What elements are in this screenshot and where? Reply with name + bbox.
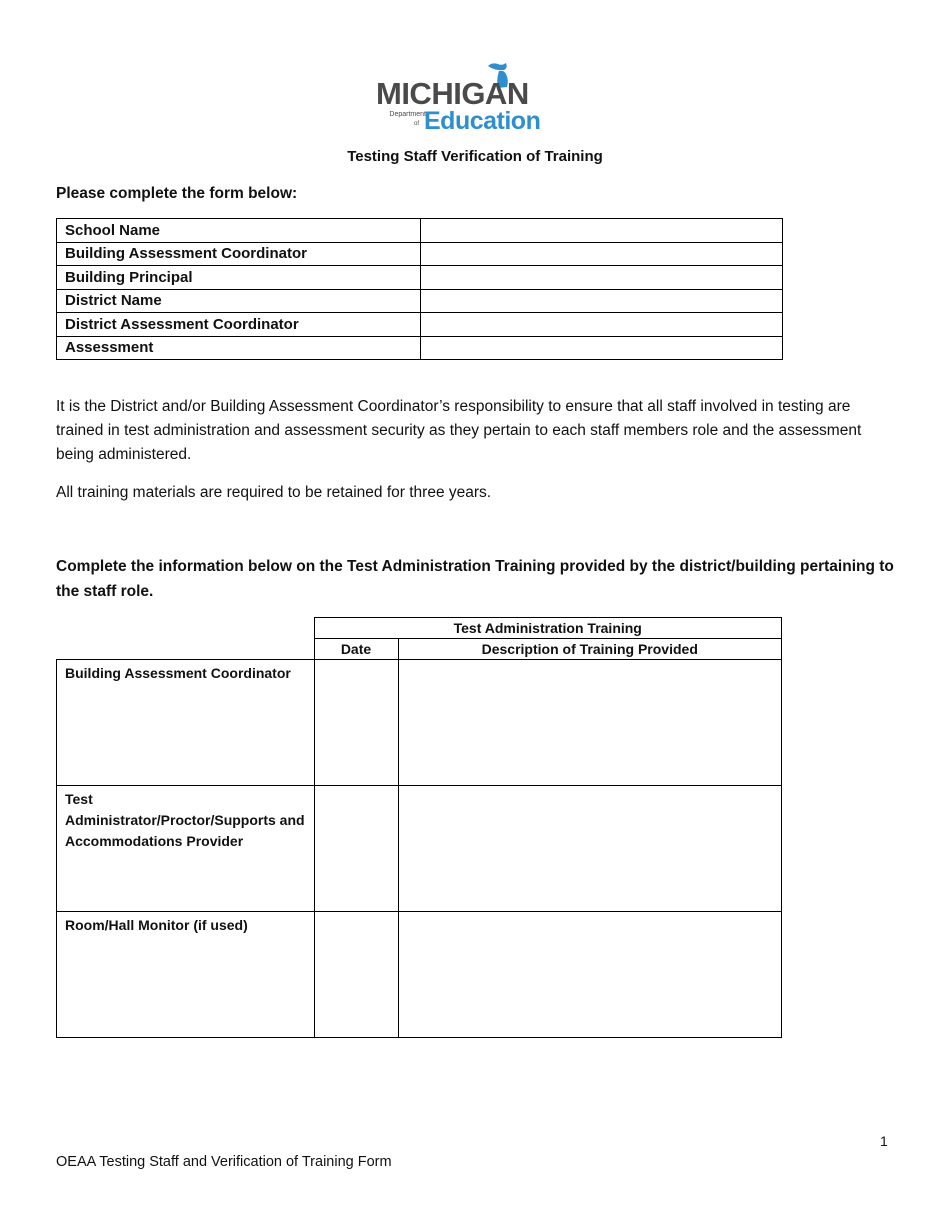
training-instruction: Complete the information below on the Test Administration Training provided by the district/building pertaining to the staff role. <box>56 558 894 600</box>
info-label: District Assessment Coordinator <box>57 313 421 337</box>
staff-role-label: Building Assessment Coordinator <box>57 660 315 786</box>
info-label: School Name <box>57 219 421 243</box>
test-admin-training-header: Test Administration Training <box>314 618 782 639</box>
logo-department-text: Department <box>389 111 426 118</box>
info-row <box>57 266 783 290</box>
training-description-field[interactable] <box>398 786 782 912</box>
info-value-field[interactable] <box>421 266 783 290</box>
info-label: District Name <box>57 289 421 313</box>
info-value-field[interactable] <box>421 336 783 360</box>
info-row <box>57 336 783 360</box>
training-date-field[interactable] <box>314 786 398 912</box>
training-description-field[interactable] <box>398 912 782 1038</box>
info-row <box>57 313 783 337</box>
info-label: Building Assessment Coordinator <box>57 242 421 266</box>
info-label: Building Principal <box>57 266 421 290</box>
logo-michigan-text: MICHIGAN <box>376 76 529 111</box>
responsibility-paragraph: It is the District and/or Building Assessment Coordinator’s responsibility to ensure that all staff involved in testing are trained in test administration and assessment security as they pertain to each staff members role and the assessment being administered. <box>56 398 862 463</box>
info-value-field[interactable] <box>421 313 783 337</box>
date-header: Date <box>314 639 398 660</box>
school-info-table <box>56 218 783 360</box>
training-role-row <box>57 912 782 1038</box>
info-value-field[interactable] <box>421 219 783 243</box>
logo-of-text: of <box>414 121 420 127</box>
training-date-field[interactable] <box>314 660 398 786</box>
description-header: Description of Training Provided <box>398 639 782 660</box>
info-row <box>57 242 783 266</box>
info-row <box>57 289 783 313</box>
training-table <box>56 617 782 1038</box>
info-value-field[interactable] <box>421 289 783 313</box>
staff-role-label: Test Administrator/Proctor/Supports and Accommodations Provider <box>57 786 315 912</box>
logo-education-text: Education <box>424 107 541 135</box>
info-label: Assessment <box>57 336 421 360</box>
info-value-field[interactable] <box>421 242 783 266</box>
info-row <box>57 219 783 243</box>
training-description-field[interactable] <box>398 660 782 786</box>
document-title: Testing Staff Verification of Training <box>347 148 603 165</box>
header-blank-cell <box>57 618 315 660</box>
training-role-row <box>57 660 782 786</box>
form-instruction: Please complete the form below: <box>56 185 298 202</box>
page-footer: OEAA Testing Staff and Verification of Training Form <box>56 1154 392 1170</box>
staff-role-label: Room/Hall Monitor (if used) <box>57 912 315 1038</box>
retention-paragraph: All training materials are required to be retained for three years. <box>56 484 492 501</box>
training-group-header-row <box>57 618 782 639</box>
training-date-field[interactable] <box>314 912 398 1038</box>
page-number: 1 <box>880 1133 888 1149</box>
training-role-row <box>57 786 782 912</box>
michigan-education-logo <box>374 58 574 140</box>
